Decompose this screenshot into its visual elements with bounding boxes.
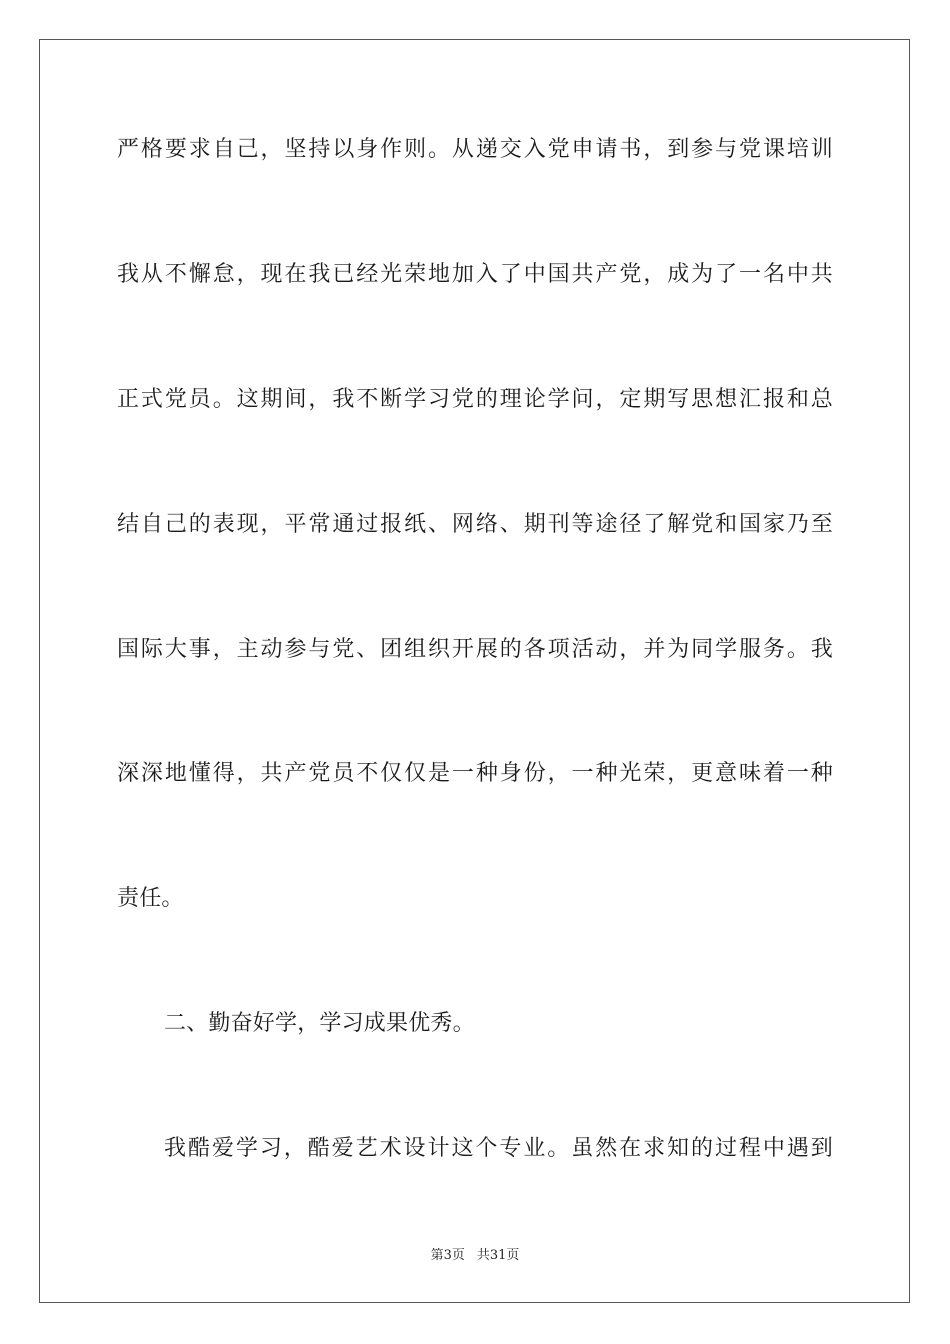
page-border (39, 39, 910, 1303)
page-footer (0, 1247, 950, 1265)
section-heading: 二、勤奋好学，学习成果优秀。 (164, 1011, 475, 1036)
body-line-4: 结自己的表现，平常通过报纸、网络、期刊等途径了解党和国家乃至 (117, 512, 833, 537)
body-line-6: 深深地懂得，共产党员不仅仅是一种身份，一种光荣，更意味着一种 (117, 761, 833, 786)
page-total: 共31页 (476, 1248, 520, 1263)
page-number: 第3页 (430, 1248, 465, 1263)
body-line-3: 正式党员。这期间，我不断学习党的理论学问，定期写思想汇报和总 (117, 387, 833, 412)
body-line-1: 严格要求自己，坚持以身作则。从递交入党申请书，到参与党课培训 (117, 137, 833, 162)
paragraph-first-line: 我酷爱学习，酷爱艺术设计这个专业。虽然在求知的过程中遇到 (164, 1136, 833, 1161)
body-line-5: 国际大事，主动参与党、团组织开展的各项活动，并为同学服务。我 (117, 637, 833, 662)
body-line-7: 责任。 (117, 886, 184, 911)
body-line-2: 我从不懈怠，现在我已经光荣地加入了中国共产党，成为了一名中共 (117, 262, 833, 287)
